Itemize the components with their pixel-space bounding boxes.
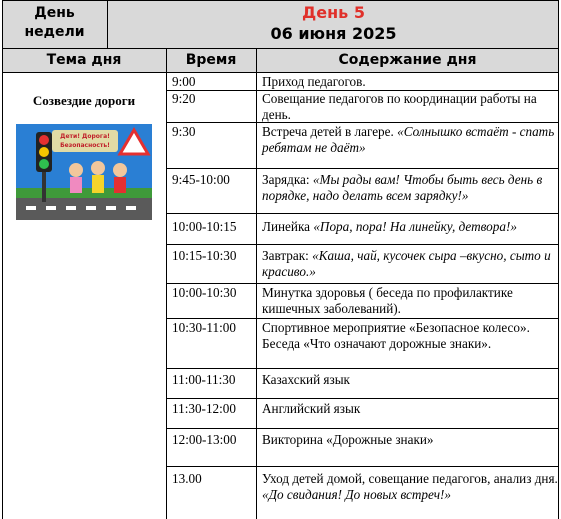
row-8-time: 10:30-11:00 — [172, 320, 236, 335]
row-10-time: 11:30-12:00 — [172, 401, 236, 416]
row-10-text: Английский язык — [262, 401, 361, 416]
row-7-time: 10:00-10:30 — [172, 285, 237, 300]
row-4-time: 9:45-10:00 — [172, 172, 230, 187]
row-12-italic: «До свидания! До новых встреч!» — [262, 487, 451, 502]
day-label-line1: День — [34, 5, 75, 21]
row-7-text: Минутка здоровья ( беседа по профилактике кишечных заболеваний). — [262, 285, 513, 316]
row-3-text: Встреча детей в лагере. — [262, 124, 398, 139]
day-title: День 5 — [302, 3, 365, 22]
row-6-time: 10:15-10:30 — [172, 248, 237, 263]
row-11-time: 12:00-13:00 — [172, 432, 237, 447]
row-2-text: Совещание педагогов по координации работы на день. — [262, 91, 537, 122]
row-6-italic: «Каша, чай, кусочек сыра –вкусно, сыто и красиво.» — [262, 248, 551, 279]
column-header-theme: Тема дня — [46, 52, 122, 68]
road-safety-illustration — [16, 124, 152, 220]
row-10-content — [262, 401, 558, 417]
row-8-text: Спортивное мероприятие «Безопасное колесо». Беседа «Что означают дорожные знаки». — [262, 320, 530, 351]
row-12-time: 13.00 — [172, 471, 202, 486]
row-5-time: 10:00-10:15 — [172, 219, 237, 234]
day-label-line2: недели — [24, 24, 85, 40]
day-label — [2, 4, 107, 42]
date-title: 06 июня 2025 — [270, 24, 397, 43]
row-5-italic: «Пора, пора! На линейку, детвора!» — [313, 219, 517, 234]
row-4-content — [262, 172, 558, 204]
row-1-text: Приход педагогов. — [262, 74, 366, 89]
row-1-content — [262, 74, 558, 90]
row-2-content — [262, 91, 558, 123]
row-5-text: Линейка — [262, 219, 314, 234]
row-5-content — [262, 219, 558, 235]
theme-title: Созвездие дороги — [32, 93, 136, 108]
svg-text:Безопасность!: Безопасность! — [60, 142, 110, 149]
row-3-time: 9:30 — [172, 124, 196, 139]
row-6-text: Завтрак: — [262, 248, 313, 263]
row-7-content — [262, 285, 558, 317]
row-4-italic: «Мы рады вам! Чтобы быть весь день в порядке, надо делать всем зарядку!» — [262, 172, 543, 203]
row-8-content — [262, 320, 558, 352]
row-6-content — [262, 248, 558, 280]
row-9-content — [262, 372, 558, 388]
row-12-text: Уход детей домой, совещание педагогов, анализ дня. — [262, 471, 558, 486]
svg-text:Дети! Дорога!: Дети! Дорога! — [60, 133, 110, 140]
row-3-content — [262, 124, 558, 156]
theme-image — [16, 124, 152, 220]
column-header-time: Время — [185, 52, 237, 68]
row-12-content — [262, 471, 558, 503]
row-2-time: 9:20 — [172, 91, 196, 106]
row-1-time: 9:00 — [172, 74, 196, 89]
row-4-text: Зарядка: — [262, 172, 313, 187]
row-9-text: Казахский язык — [262, 372, 350, 387]
column-header-content: Содержание дня — [338, 52, 477, 68]
row-3-italic: «Солнышко встаёт - спать ребятам не даёт» — [262, 124, 555, 155]
row-9-time: 11:00-11:30 — [172, 372, 236, 387]
row-11-text: Викторина «Дорожные знаки» — [262, 432, 434, 447]
row-11-content — [262, 432, 558, 448]
